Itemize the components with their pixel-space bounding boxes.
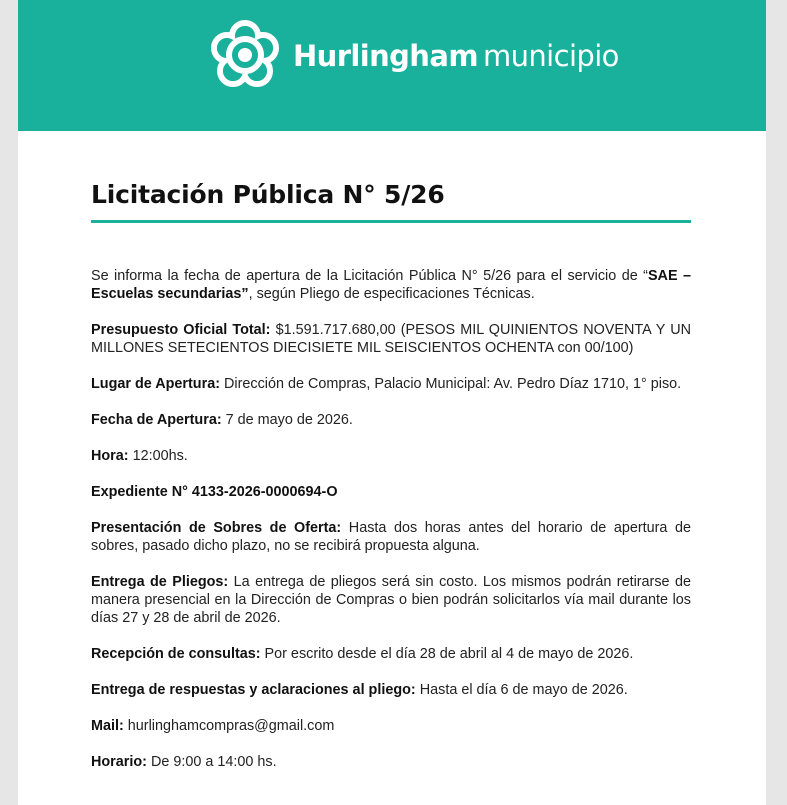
notice-content (91, 178, 691, 789)
title-divider (91, 220, 691, 223)
field-label: Entrega de Pliegos: (91, 574, 229, 590)
notice-body (91, 267, 691, 771)
field-value: Por escrito desde el día 28 de abril al 4 de mayo de 2026. (260, 646, 634, 662)
field-responses (91, 681, 691, 699)
page-title: Licitación Pública N° 5/26 (91, 180, 445, 209)
field-label: Horario: (91, 754, 147, 770)
field-opening-date (91, 411, 691, 429)
field-label: Recepción de consultas: (91, 646, 261, 662)
field-value: Dirección de Compras, Palacio Municipal: Av. Pedro Díaz 1710, 1° piso. (220, 376, 682, 392)
field-label: Mail: (91, 718, 124, 734)
field-schedule (91, 753, 691, 771)
field-value: 12:00hs. (128, 448, 188, 464)
field-label: Expediente N° 4133-2026-0000694-O (91, 484, 338, 500)
field-label: Fecha de Apertura: (91, 412, 222, 428)
field-specs-delivery (91, 573, 691, 627)
field-location (91, 375, 691, 393)
brand-name: Hurlingham (293, 38, 478, 73)
field-value: $1.591.717.680,00 (PESOS MIL QUINIENTOS NOVENTA Y UN MILLONES SETECIENTOS DIECISIETE MIL SEISCIENTOS OCHENTA con 00/100) (91, 322, 691, 356)
intro-service: SAE – Escuelas secundarias” (91, 268, 691, 302)
field-value: hurlinghamcompras@gmail.com (123, 718, 335, 734)
field-file-number (91, 483, 691, 501)
field-bid-submission (91, 519, 691, 555)
field-time (91, 447, 691, 465)
flower-icon (209, 19, 281, 93)
field-label: Lugar de Apertura: (91, 376, 220, 392)
field-value: Hasta el día 6 de mayo de 2026. (415, 682, 628, 698)
field-inquiries (91, 645, 691, 663)
intro-paragraph (91, 267, 691, 303)
notice-card (18, 0, 766, 805)
field-value: 7 de mayo de 2026. (221, 412, 353, 428)
brand-suffix: municipio (482, 38, 619, 73)
brand-wordmark (293, 38, 619, 73)
field-label: Presentación de Sobres de Oferta: (91, 520, 342, 536)
field-budget (91, 321, 691, 357)
field-label: Presupuesto Oficial Total: (91, 322, 271, 338)
intro-pre: Se informa la fecha de apertura de la Licitación Pública N° 5/26 para el servicio de “ (91, 268, 648, 284)
logo (209, 19, 619, 93)
field-label: Entrega de respuestas y aclaraciones al pliego: (91, 682, 416, 698)
field-value: La entrega de pliegos será sin costo. Los mismos podrán retirarse de manera presencial en la Dirección de Compras o bien podrán solicitarlos vía mail durante los días 27 y 28 de abril de 2026. (91, 574, 691, 626)
field-label: Hora: (91, 448, 129, 464)
intro-post: , según Pliego de especificaciones Técnicas. (248, 286, 535, 302)
header-banner (18, 0, 766, 131)
field-value: De 9:00 a 14:00 hs. (146, 754, 277, 770)
field-value: Hasta dos horas antes del horario de apertura de sobres, pasado dicho plazo, no se recibirá propuesta alguna. (91, 520, 692, 554)
field-mail (91, 717, 691, 735)
